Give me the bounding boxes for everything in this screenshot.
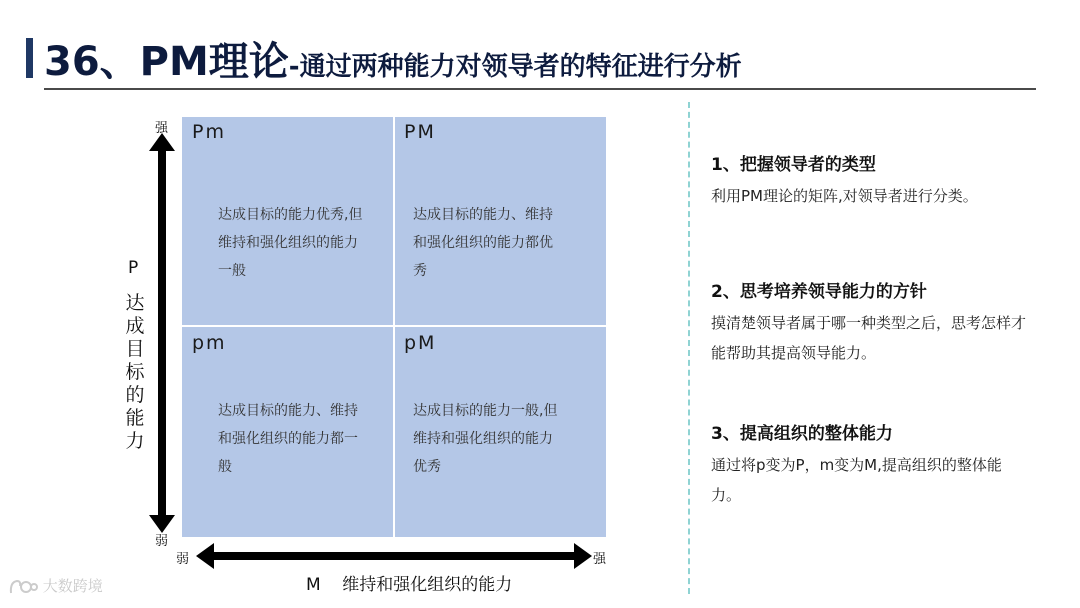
point-1-heading: 1、把握领导者的类型 xyxy=(711,155,876,175)
watermark-text: 大数跨境 xyxy=(42,577,103,595)
quadrant-text-bottom-left: 达成目标的能力、维持和强化组织的能力都一般 xyxy=(218,403,358,475)
quadrant-label-bottom-left: pm xyxy=(192,332,227,354)
quadrant-label-top-left: Pm xyxy=(192,121,226,143)
y-axis-letter: P xyxy=(128,258,139,278)
pm-matrix xyxy=(182,117,606,537)
watermark xyxy=(8,575,103,596)
title-main: 36、PM理论 xyxy=(44,39,289,85)
x-axis-strong-label: 强 xyxy=(593,552,607,567)
point-2-desc: 摸清楚领导者属于哪一种类型之后，思考怎样才能帮助其提高领导能力。 xyxy=(711,314,1027,362)
page-title xyxy=(44,30,742,87)
quadrant-text-top-left: 达成目标的能力优秀,但维持和强化组织的能力一般 xyxy=(218,207,363,279)
matrix-vertical-divider xyxy=(393,117,395,537)
quadrant-text-bottom-right: 达成目标的能力一般,但维持和强化组织的能力优秀 xyxy=(413,403,558,475)
y-axis-weak-label: 弱 xyxy=(155,534,169,549)
point-1-desc: 利用PM理论的矩阵,对领导者进行分类。 xyxy=(711,187,978,205)
x-axis-arrow xyxy=(196,542,592,570)
matrix-horizontal-divider xyxy=(182,325,606,327)
watermark-logo-icon xyxy=(8,578,38,596)
title-underline xyxy=(44,88,1036,90)
title-accent-bar xyxy=(26,38,33,78)
x-axis-weak-label: 弱 xyxy=(176,552,190,567)
y-axis-strong-label: 强 xyxy=(155,121,169,136)
quadrant-label-top-right: PM xyxy=(404,121,436,143)
point-3-desc: 通过将p变为P，m变为M,提高组织的整体能力。 xyxy=(711,456,1002,504)
y-axis-arrow xyxy=(148,133,176,533)
x-axis-label: M 维持和强化组织的能力 xyxy=(306,575,513,595)
dashed-divider xyxy=(688,102,690,594)
quadrant-text-top-right: 达成目标的能力、维持和强化组织的能力都优秀 xyxy=(413,207,553,279)
point-3-heading: 3、提高组织的整体能力 xyxy=(711,424,893,444)
y-axis-label: 达成目标的能力 xyxy=(125,292,145,452)
title-subtitle: -通过两种能力对领导者的特征进行分析 xyxy=(288,52,742,82)
point-2-heading: 2、思考培养领导能力的方针 xyxy=(711,282,927,302)
quadrant-label-bottom-right: pM xyxy=(404,332,437,354)
